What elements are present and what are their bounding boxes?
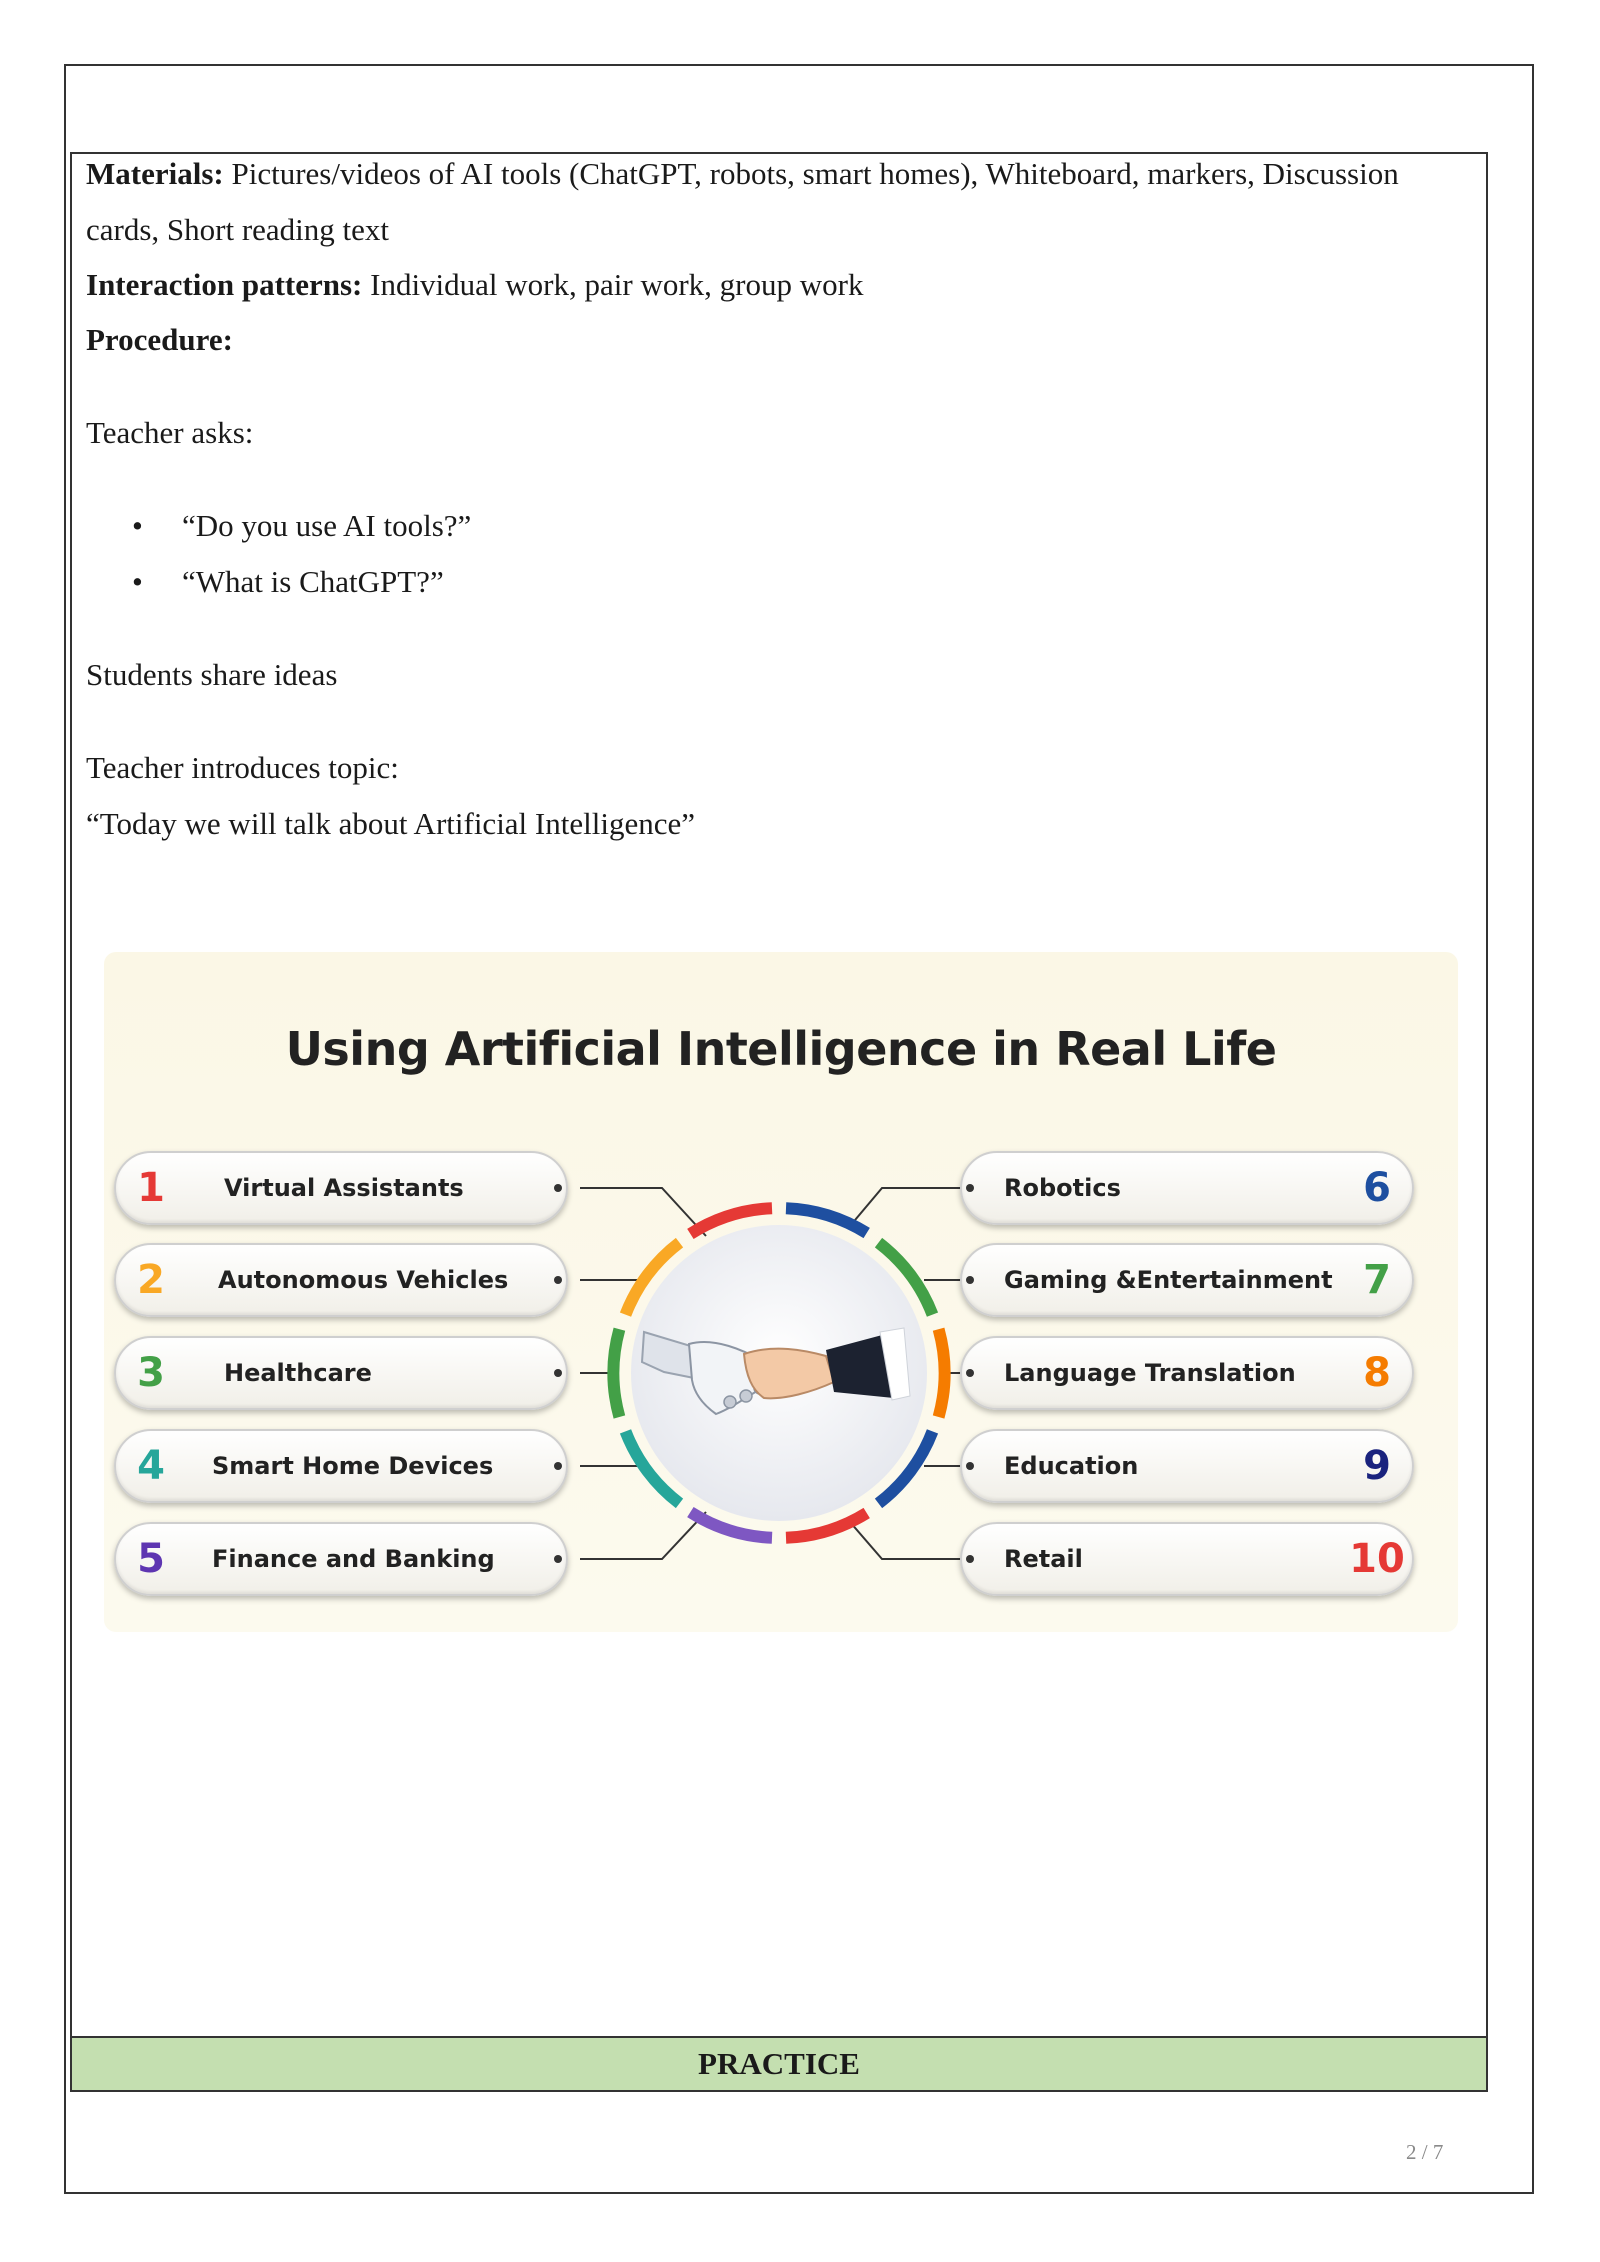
procedure-label: Procedure: <box>86 322 233 357</box>
interaction-label: Interaction patterns: <box>86 267 363 302</box>
list-item: • “Do you use AI tools?” <box>86 498 471 554</box>
materials-label: Materials: <box>86 156 224 191</box>
practice-header: PRACTICE <box>70 2036 1488 2092</box>
question-list <box>86 498 471 610</box>
page-number: 2 / 7 <box>1406 2140 1444 2164</box>
teacher-introduces: Teacher introduces topic: <box>86 750 399 785</box>
interaction-value: Individual work, pair work, group work <box>370 267 864 302</box>
ai-use-item-9: Education 9 <box>960 1429 1414 1503</box>
interaction-line <box>86 257 863 313</box>
list-item: • “What is ChatGPT?” <box>86 554 471 610</box>
ai-use-item-10: Retail 10 <box>960 1522 1414 1596</box>
teacher-asks: Teacher asks: <box>86 415 254 450</box>
materials-line-2: cards, Short reading text <box>86 212 390 247</box>
materials-value: Pictures/videos of AI tools (ChatGPT, robots, smart homes), Whiteboard, markers, Discussion <box>231 156 1399 191</box>
materials-line <box>86 146 1486 202</box>
infographic-title: Using Artificial Intelligence in Real Life <box>285 1022 1277 1076</box>
ai-use-item-8: Language Translation 8 <box>960 1336 1414 1410</box>
ai-use-item-7: Gaming &Entertainment 7 <box>960 1243 1414 1317</box>
bullet-icon: • <box>132 508 143 543</box>
bullet-icon: • <box>132 564 143 599</box>
ai-infographic <box>104 952 1458 1632</box>
ai-use-item-1: 1 Virtual Assistants <box>114 1151 568 1225</box>
ai-use-item-2: 2 Autonomous Vehicles <box>114 1243 568 1317</box>
students-share: Students share ideas <box>86 657 338 692</box>
topic-quote: “Today we will talk about Artificial Intelligence” <box>86 806 695 841</box>
ai-use-item-6: Robotics 6 <box>960 1151 1414 1225</box>
ai-use-item-4: 4 Smart Home Devices <box>114 1429 568 1503</box>
ai-use-item-3: 3 Healthcare <box>114 1336 568 1410</box>
ai-use-item-5: 5 Finance and Banking <box>114 1522 568 1596</box>
